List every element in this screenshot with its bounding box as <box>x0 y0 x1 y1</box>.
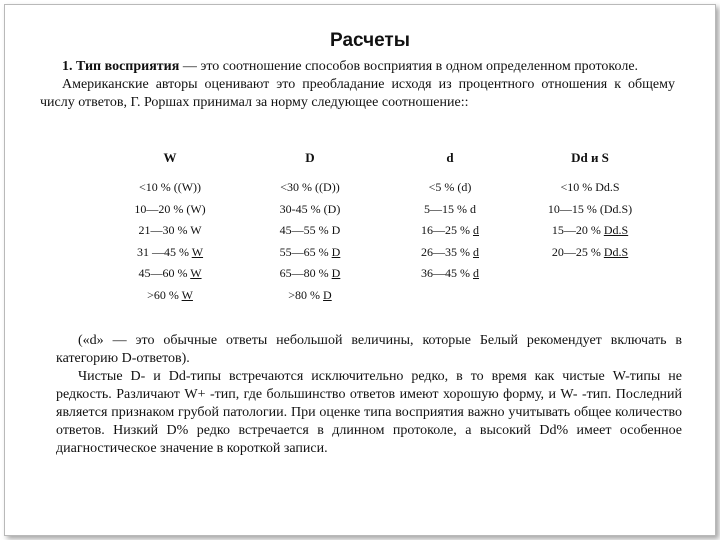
table-cell: 55—65 % D <box>279 244 341 259</box>
table-cell: 45—60 % W <box>138 266 202 280</box>
table-cell: <10 % ((W)) <box>138 180 202 194</box>
table-cell: <10 % Dd.S <box>560 180 620 194</box>
table-cell: 21—30 % W <box>138 223 202 237</box>
table-cell: 15—20 % Dd.S <box>551 223 629 237</box>
note-line-1: («d» — это обычные ответы небольшой величины, которые Белый рекомендует включать в категорию D-ответов). <box>56 333 682 366</box>
table-cell: 10—20 % (W) <box>134 201 206 216</box>
note-line-2: Чистые D- и Dd-типы встречаются исключительно редко, в то время как чистые W-типы не редкость. Различают W+ -тип, где большинство ответов имеют хорошую форму, и W- -тип. Последний является признаком грубой патологии. При оценке типа восприятия важно учитывать общее количество ответов. Низкий D% редко встречается в длинном протоколе, а высокий Dd% имеет особенное диагностическое значение в короткой записи. <box>56 369 682 456</box>
table-cell: 45—55 % D <box>279 223 341 237</box>
column-d <box>240 150 380 307</box>
intro-paragraph <box>40 58 675 112</box>
table-cell: 65—80 % D <box>279 266 341 280</box>
table-cell: 5—15 % d <box>424 201 476 216</box>
column-small-d <box>380 150 520 286</box>
column-dd-s <box>520 150 660 264</box>
table-cell: >60 % W <box>147 287 193 302</box>
intro-lead: 1. Тип восприятия <box>62 59 180 74</box>
table-cell: 10—15 % (Dd.S) <box>547 201 633 216</box>
table-cell: <30 % ((D)) <box>280 180 340 194</box>
intro-line1-rest: — это соотношение способов восприятия в одном определенном протоколе. <box>179 59 639 74</box>
table-cell: >80 % D <box>288 287 332 302</box>
note-paragraph <box>56 332 682 458</box>
column-header: W <box>163 150 177 165</box>
table-cell: 16—25 % d <box>421 223 479 237</box>
column-header: d <box>446 150 454 165</box>
table-cell: 26—35 % d <box>421 244 479 259</box>
table-cell: 30-45 % (D) <box>279 201 341 216</box>
table-cell: <5 % (d) <box>428 180 472 194</box>
column-header: Dd и S <box>571 150 609 165</box>
intro-line-2: Американские авторы оценивают это преобладание исходя из процентного отношения к общему числу ответов, Г. Роршах принимал за норму следующее соотношение:: <box>40 77 675 110</box>
table-cell: 31 —45 % W <box>136 244 204 259</box>
intro-line-1 <box>40 58 675 76</box>
table-cell: 36—45 % d <box>421 266 479 280</box>
table-cell: 20—25 % Dd.S <box>551 244 629 259</box>
page-title: Расчеты <box>330 30 410 51</box>
column-w <box>100 150 240 307</box>
column-header: D <box>305 150 315 165</box>
